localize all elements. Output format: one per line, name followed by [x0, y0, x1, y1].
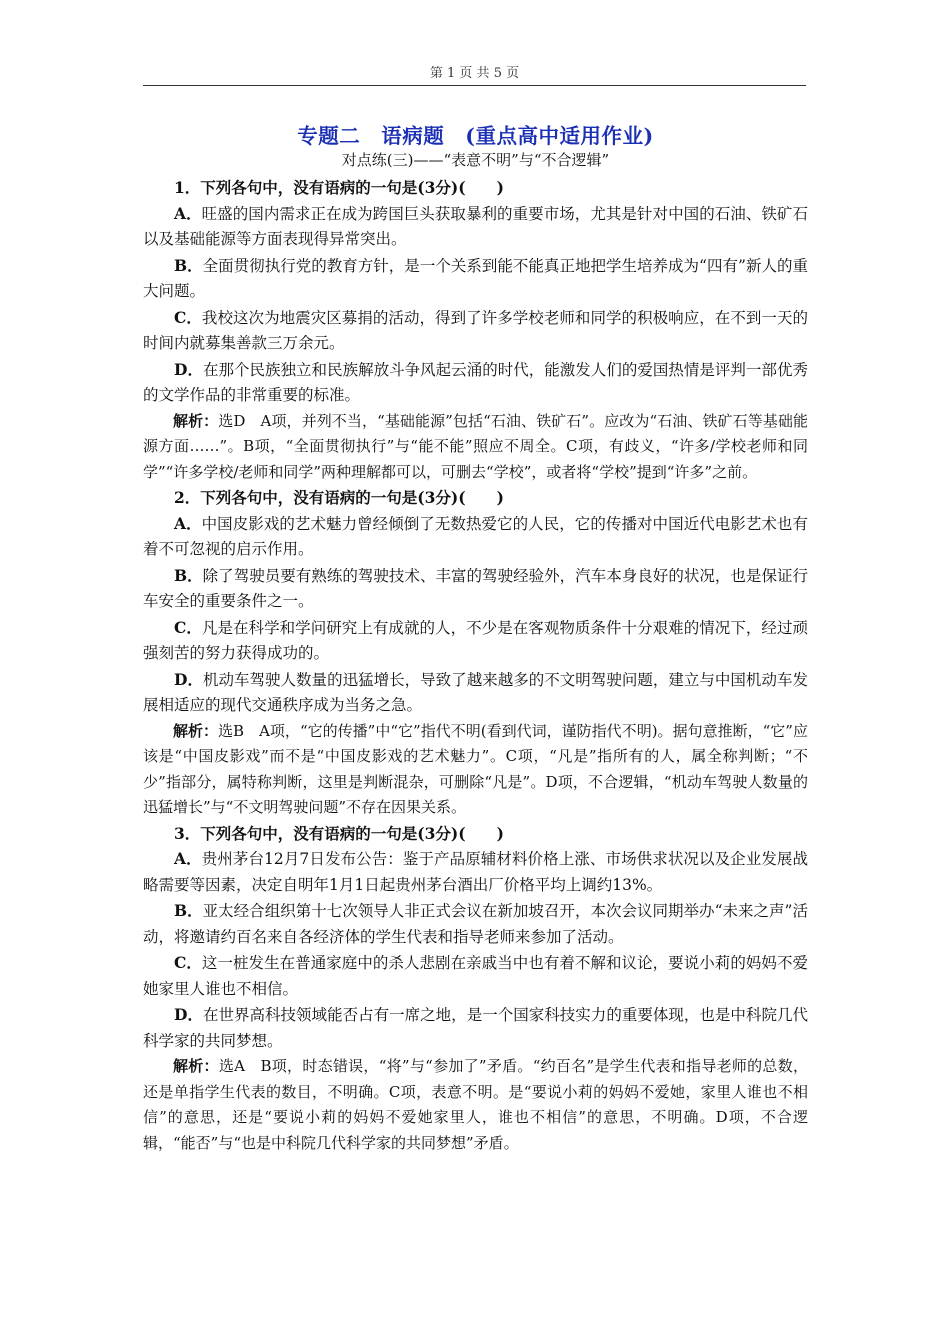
- question-stem: 3．下列各句中，没有语病的一句是(3分)( ): [174, 823, 504, 843]
- answer-option-d: D．在世界高科技领域能否占有一席之地，是一个国家科技实力的重要体现，也是中科院几代科学家的共同梦想。: [143, 1005, 808, 1050]
- answer-option-d: D．机动车驾驶人数量的迅猛增长，导致了越来越多的不文明驾驶问题，建立与中国机动车发展相适应的现代交通秩序成为当务之急。: [143, 669, 808, 714]
- analysis: 解析：选B A项，“它的传播”中“它”指代不明(看到代词，谨防指代不明)。据句意推断，“它”应该是“中国皮影戏”而不是“中国皮影戏的艺术魅力”。C项，“凡是”指所有的人，属全称判断；“不少”指部分，属特称判断，这里是判断混杂，可删除“凡是”。D项，不合逻辑，“机动车驾驶人数量的迅猛增长”与“不文明驾驶问题”不存在因果关系。: [143, 721, 808, 816]
- answer-option-a: A．中国皮影戏的艺术魅力曾经倾倒了无数热爱它的人民，它的传播对中国近代电影艺术也有着不可忽视的启示作用。: [143, 513, 808, 558]
- page-header: 第 1 页 共 5 页: [429, 66, 520, 81]
- answer-option-b: B．亚太经合组织第十七次领导人非正式会议在新加坡召开，本次会议同期举办“未来之声”活动，将邀请约百名来自各经济体的学生代表和指导老师来参加了活动。: [143, 901, 808, 946]
- answer-option-a: A．旺盛的国内需求正在成为跨国巨头获取暴利的重要市场，尤其是针对中国的石油、铁矿石以及基础能源等方面表现得异常突出。: [143, 203, 808, 248]
- answer-option-a: A．贵州茅台12月7日发布公告：鉴于产品原辅材料价格上涨、市场供求状况以及企业发展战略需要等因素，决定自明年1月1日起贵州茅台酒出厂价格平均上调约13%。: [143, 849, 808, 894]
- answer-option-c: C．我校这次为地震灾区募捐的活动，得到了许多学校老师和同学的积极响应，在不到一天的时间内就募集善款三万余元。: [143, 307, 808, 352]
- page-title: 专题二 语病题 (重点高中适用作业): [297, 124, 654, 148]
- header-divider: [143, 85, 806, 86]
- answer-option-b: B．除了驾驶员要有熟练的驾驶技术、丰富的驾驶经验外，汽车本身良好的状况，也是保证行车安全的重要条件之一。: [143, 565, 808, 610]
- answer-option-c: C．这一桩发生在普通家庭中的杀人悲剧在亲戚当中也有着不解和议论，要说小莉的妈妈不爱她家里人谁也不相信。: [143, 953, 808, 998]
- answer-option-d: D．在那个民族独立和民族解放斗争风起云涌的时代，能激发人们的爱国热情是评判一部优秀的文学作品的非常重要的标准。: [143, 359, 808, 404]
- page-subtitle: 对点练(三)——“表意不明”与“不合逻辑”: [341, 151, 610, 169]
- analysis: 解析：选A B项，时态错误，“将”与“参加了”矛盾。“约百名”是学生代表和指导老师的总数，还是单指学生代表的数目，不明确。C项，表意不明。是“要说小莉的妈妈不爱她，家里人谁也不相信”的意思，还是“要说小莉的妈妈不爱她家里人，谁也不相信”的意思，不明确。D项，不合逻辑，“能否”与“也是中科院几代科学家的共同梦想”矛盾。: [143, 1057, 808, 1152]
- question-stem: 2．下列各句中，没有语病的一句是(3分)( ): [174, 488, 504, 507]
- analysis: 解析：选D A项，并列不当，“基础能源”包括“石油、铁矿石”。应改为“石油、铁矿石等基础能源方面……”。B项，“全面贯彻执行”与“能不能”照应不周全。C项，有歧义，“许多/学校老师和同学”“许多学校/老师和同学”两种理解都可以，可删去“学校”，或者将“学校”提到“许多”之前。: [143, 411, 808, 481]
- answer-option-c: C．凡是在科学和学问研究上有成就的人，不少是在客观物质条件十分艰难的情况下，经过顽强刻苦的努力获得成功的。: [143, 617, 808, 662]
- question-stem: 1．下列各句中，没有语病的一句是(3分)( ): [174, 178, 504, 197]
- document-body: [143, 122, 808, 1156]
- answer-option-b: B．全面贯彻执行党的教育方针，是一个关系到能不能真正地把学生培养成为“四有”新人的重大问题。: [143, 255, 808, 300]
